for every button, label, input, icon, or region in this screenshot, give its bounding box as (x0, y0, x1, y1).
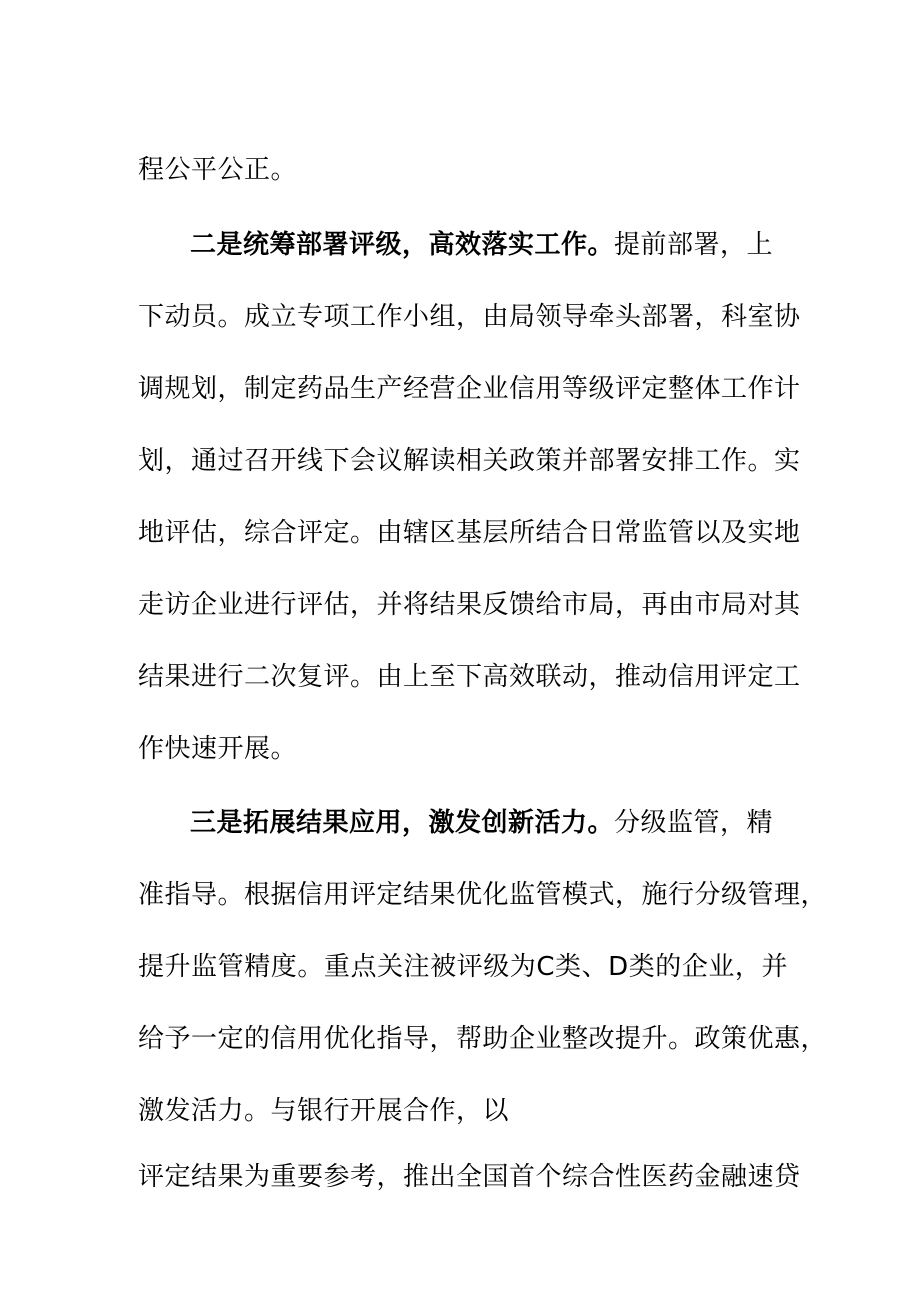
paragraph-3-heading: 三是拓展结果应用，激发创新活力。 (190, 808, 615, 838)
text-line: 准指导。根据信用评定结果优化监管模式，施行分级管理， (138, 880, 828, 910)
text-line: 结果进行二次复评。由上至下高效联动，推动信用评定工 (138, 662, 801, 692)
text-line: 划，通过召开线下会议解读相关政策并部署安排工作。实 (138, 446, 801, 476)
paragraph-3-first-line (190, 806, 774, 840)
text-line: 地评估，综合评定。由辖区基层所结合日常监管以及实地 (138, 518, 801, 548)
paragraph-2-first-line (190, 228, 774, 262)
paragraph-2-lead: 提前部署，上 (614, 230, 774, 260)
text-line: 给予一定的信用优化指导，帮助企业整改提升。政策优惠， (138, 1024, 828, 1054)
text-line: 走访企业进行评估，并将结果反馈给市局，再由市局对其 (138, 590, 801, 620)
text-line: 提升监管精度。重点关注被评级为C类、D类的企业，并 (138, 952, 788, 982)
text-line: 激发活力。与银行开展合作，以 (138, 1096, 510, 1126)
text-line: 作快速开展。 (138, 734, 298, 764)
text-line: 评定结果为重要参考，推出全国首个综合性医药金融速贷 (138, 1162, 801, 1192)
text-line: 调规划，制定药品生产经营企业信用等级评定整体工作计 (138, 374, 801, 404)
text-line: 程公平公正。 (138, 155, 298, 185)
paragraph-3-lead: 分级监管，精 (614, 808, 774, 838)
text-line: 下动员。成立专项工作小组，由局领导牵头部署，科室协 (138, 302, 801, 332)
paragraph-2-heading: 二是统筹部署评级，高效落实工作。 (190, 230, 615, 260)
